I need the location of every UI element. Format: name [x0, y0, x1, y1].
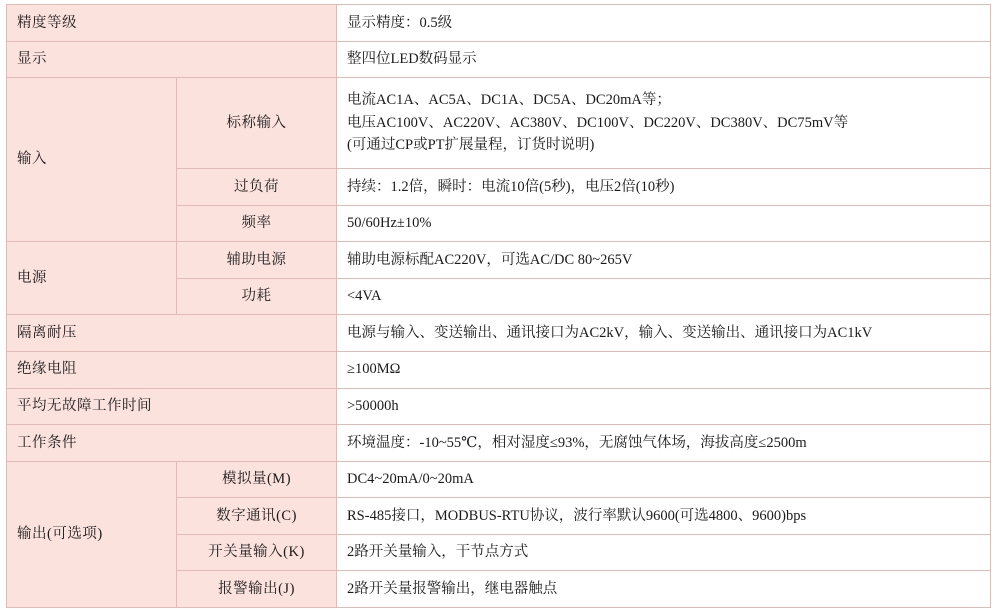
- value-line: (可通过CP或PT扩展量程，订货时说明): [347, 137, 595, 154]
- row-value-consumption: [337, 278, 991, 315]
- row-value-frequency: [337, 205, 991, 242]
- sub-label-consumption: 功耗: [177, 278, 337, 315]
- row-value-mtbf: [337, 388, 991, 425]
- value-line: 持续：1.2倍，瞬时：电流10倍(5秒)，电压2倍(10秒): [347, 178, 675, 195]
- row-value-aux-power: [337, 242, 991, 279]
- value-line: 环境温度：-10~55℃，相对湿度≤93%，无腐蚀气体场，海拔高度≤2500m: [347, 434, 807, 451]
- value-line: >50000h: [347, 398, 399, 415]
- row-value-alarm-output: [337, 571, 991, 608]
- table-row: [7, 315, 991, 352]
- table-row: [7, 388, 991, 425]
- row-label-insulation-resistance: 绝缘电阻: [7, 351, 337, 388]
- value-line: <4VA: [347, 288, 382, 305]
- row-label-mtbf: 平均无故障工作时间: [7, 388, 337, 425]
- sub-label-alarm-output: 报警输出(J): [177, 571, 337, 608]
- value-line: 整四位LED数码显示: [347, 51, 477, 68]
- sub-label-nominal-input: 标称输入: [177, 78, 337, 169]
- value-line: 2路开关量输入，干节点方式: [347, 544, 529, 561]
- sub-label-analog-output: 模拟量(M): [177, 461, 337, 498]
- value-line: RS-485接口，MODBUS-RTU协议，波行率默认9600(可选4800、9600)bps: [347, 507, 807, 524]
- sub-label-frequency: 频率: [177, 205, 337, 242]
- table-row: [7, 461, 991, 498]
- row-value-display: [337, 41, 991, 78]
- value-line: 电压AC100V、AC220V、AC380V、DC100V、DC220V、DC380V、DC75mV等: [347, 114, 849, 131]
- row-value-isolation: [337, 315, 991, 352]
- value-line: 电流AC1A、AC5A、DC1A、DC5A、DC20mA等；: [347, 92, 671, 109]
- specification-table: [6, 4, 991, 608]
- table-row: [7, 351, 991, 388]
- row-label-accuracy: 精度等级: [7, 5, 337, 42]
- value-line: 50/60Hz±10%: [347, 215, 432, 232]
- table-row: [7, 78, 991, 169]
- row-value-overload: [337, 169, 991, 206]
- sub-label-aux-power: 辅助电源: [177, 242, 337, 279]
- row-value-digital-comm: [337, 498, 991, 535]
- value-line: DC4~20mA/0~20mA: [347, 471, 474, 488]
- sub-label-switch-input: 开关量输入(K): [177, 534, 337, 571]
- table-row: [7, 41, 991, 78]
- row-value-nominal-input: [337, 78, 991, 169]
- row-value-switch-input: [337, 534, 991, 571]
- sub-label-overload: 过负荷: [177, 169, 337, 206]
- row-value-accuracy: [337, 5, 991, 42]
- row-label-input: 输入: [7, 78, 177, 242]
- table-row: [7, 242, 991, 279]
- table-row: [7, 425, 991, 462]
- value-line: 电源与输入、变送输出、通讯接口为AC2kV，输入、变送输出、通讯接口为AC1kV: [347, 324, 873, 341]
- row-label-display: 显示: [7, 41, 337, 78]
- row-value-working-conditions: [337, 425, 991, 462]
- sub-label-digital-comm: 数字通讯(C): [177, 498, 337, 535]
- row-label-output: 输出(可选项): [7, 461, 177, 607]
- value-line: 辅助电源标配AC220V，可选AC/DC 80~265V: [347, 251, 633, 268]
- value-line: ≥100MΩ: [347, 361, 401, 378]
- row-label-isolation: 隔离耐压: [7, 315, 337, 352]
- row-label-working-conditions: 工作条件: [7, 425, 337, 462]
- row-value-insulation-resistance: [337, 351, 991, 388]
- table-row: [7, 5, 991, 42]
- row-value-analog-output: [337, 461, 991, 498]
- value-line: 2路开关量报警输出，继电器触点: [347, 580, 558, 597]
- row-label-power: 电源: [7, 242, 177, 315]
- value-line: 显示精度：0.5级: [347, 14, 453, 31]
